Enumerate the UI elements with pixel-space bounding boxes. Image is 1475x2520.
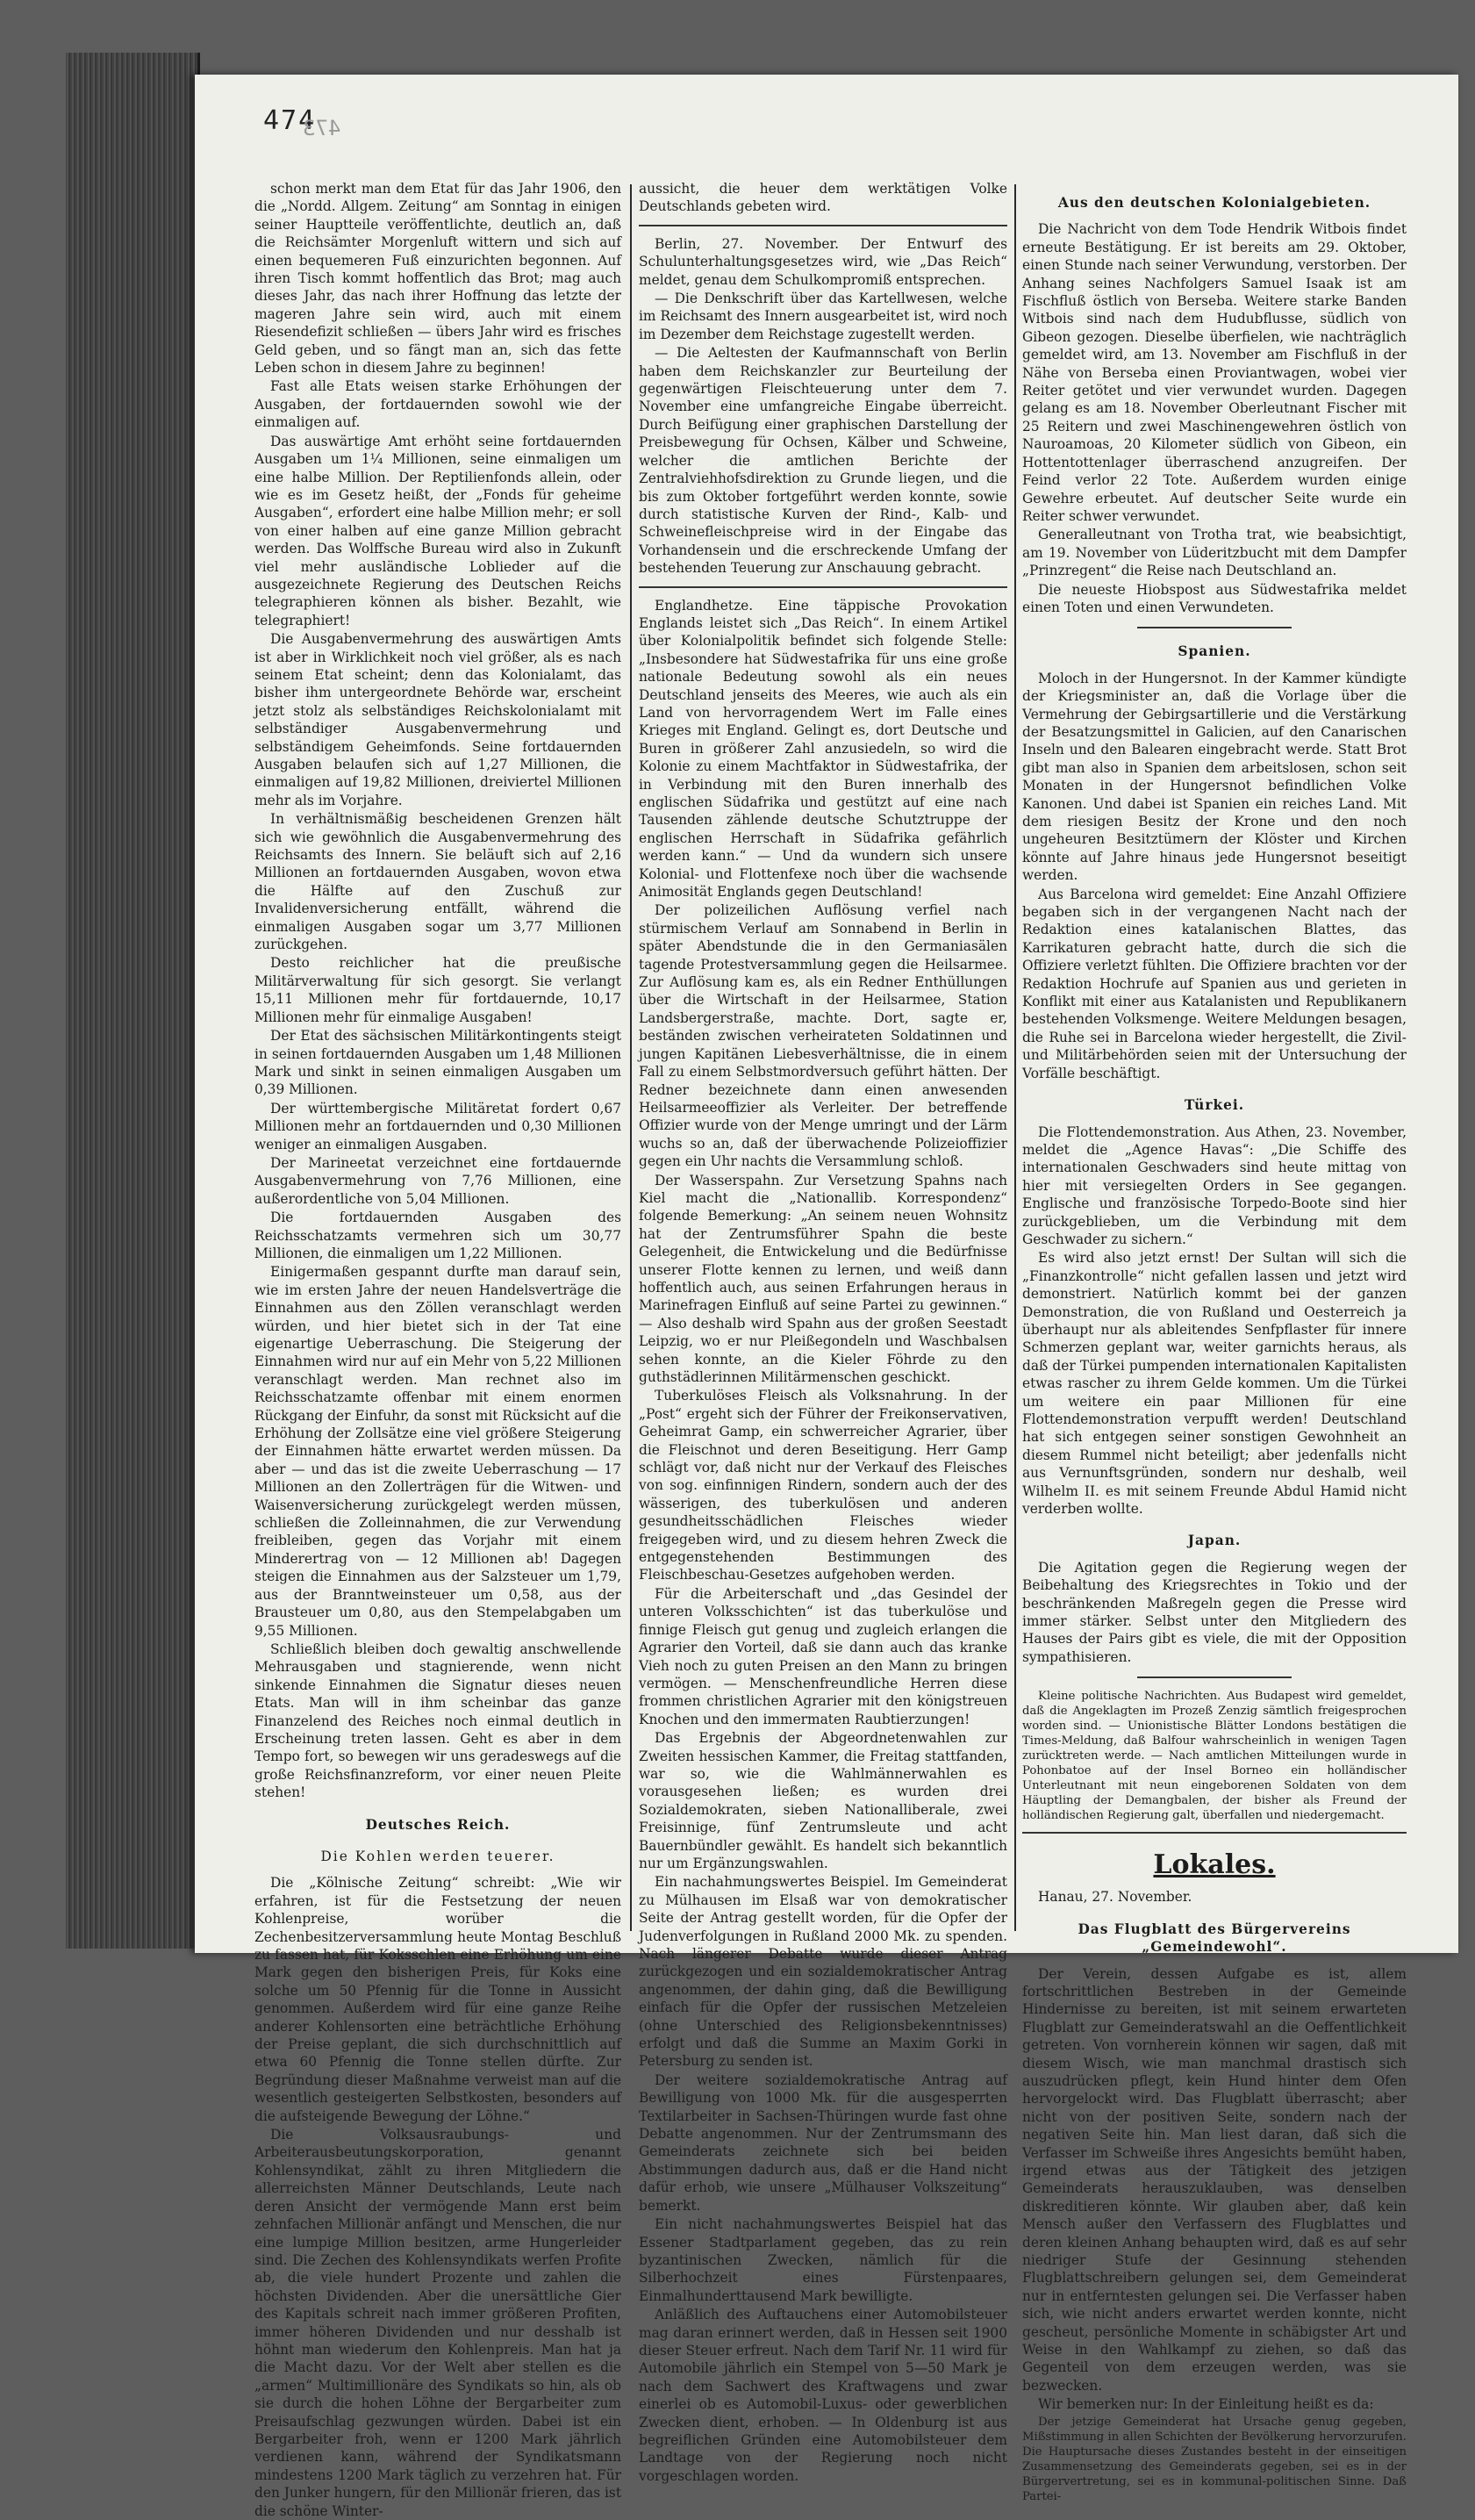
section-heading: Türkei. xyxy=(1184,1097,1245,1114)
paragraph: Kleine politische Nachrichten. Aus Budapest wird gemeldet, daß die Angeklagten im Prozeß Zenzig sämtlich freigesprochen worden sind. — Unionistische Blätter Londons bestätigen die Times-Meldung, daß Balfour wahrscheinlich in wenigen Tagen zurücktreten werde. — Nach amtlichen Mitteilungen wurde in Pohonbatoe auf der Insel Borneo ein holländischer Unterleutnant mit neun eingeborenen Soldaten von dem Häuptling der Demangbalen, der bisher als Freund der holländischen Regierung galt, überfallen und niedergemacht. xyxy=(1022,1690,1407,1823)
paragraph: Der weitere sozialdemokratische Antrag auf Bewilligung von 1000 Mk. für die ausgesperrten Textilarbeiter in Sachsen-Thüringen wurde fast ohne Debatte angenommen. Nur der Zentrumsmann des Gemeinderats zeichnete sich bei beiden Abstimmungen dadurch aus, daß er die Hand nicht dafür erhob, wie unsere „Mülhauser Volkszeitung“ bemerkt. xyxy=(639,2071,1007,2214)
paragraph: Der württembergische Militäretat fordert 0,67 Millionen mehr an fortdauernden und 0,30 Millionen weniger an einmaligen Ausgaben. xyxy=(254,1100,621,1152)
paragraph: Für die Arbeiterschaft und „das Gesindel der unteren Volksschichten“ ist das tuberkulöse und finnige Fleisch gut genug und zugleich erlangen die Agrarier den Vorteil, daß sie dann auch das kranke Vieh noch zu guten Preisen an den Mann zu bringen vermögen. — Menschenfreundliche Herren diese frommen christlichen Agrarier mit den königstreuen Knochen und den immermaten Raubtierzungen! xyxy=(639,1585,1007,1727)
section-separator xyxy=(639,225,1007,226)
paragraph: Die Agitation gegen die Regierung wegen der Beibehaltung des Kriegsrechtes in Tokio und der beschränkenden Maßregeln gegen die Presse wird immer stärker. Selbst unter den Mitgliedern des Hauses der Pairs gibt es viele, die mit der Opposition sympathisieren. xyxy=(1022,1559,1407,1665)
column-left xyxy=(254,180,621,2519)
paragraph: Hanau, 27. November. xyxy=(1038,1889,1192,1906)
paragraph: Einigermaßen gespannt durfte man darauf sein, wie im ersten Jahre der neuen Handelsverträge die Einnahmen aus den Zöllen veranschlagt werden würden, und hier bietet sich in der Tat eine eigenartige Ueberraschung. Die Steigerung der Einnahmen wird nur auf ein Mehr von 5,22 Millionen veranschlagt werden. Man rechnet also im Reichsschatzamte offenbar mit einem enormen Rückgang der Einfuhr, da sonst mit Rücksicht auf die Erhöhung der Zollsätze eine viel größere Steigerung der Einnahmen hätte erwartet werden müssen. Da aber — und das ist die zweite Ueberraschung — 17 Millionen an den Zollerträgen für die Witwen- und Waisenversicherung zurückgelegt werden müssen, schließen die Zolleinnahmen, die zur Verwendung freibleiben, gegen das Vorjahr mit einem Minderertrag von — 12 Millionen ab! Dagegen steigen die Einnahmen aus der Salzsteuer um 1,79, aus der Branntweinsteuer um 0,58, aus der Brausteuer um 0,80, aus den Stempelabgaben um 9,55 Millionen. xyxy=(254,1264,621,1639)
column-rule xyxy=(1014,184,1016,1931)
section-separator xyxy=(639,586,1007,588)
paragraph: Der polizeilichen Auflösung verfiel nach stürmischem Verlauf am Sonnabend in Berlin in später Abendstunde die in den Germaniasälen tagende Protestversammlung gegen die Heilsarmee. Zur Auflösung kam es, als ein Redner Enthüllungen über die Wirtschaft in der Heilsarmee, Station Landsbergerstraße, machte. Dort, sagte er, beständen zwischen verheirateten Soldatinnen und jungen Kapitänen Liebesverhältnisse, die in einem Fall zu einem Selbstmordversuch geführt hätten. Der Redner bezeichnete dann einen anwesenden Heilsarmeeoffizier als Verleiter. Der betreffende Offizier wurde von der Menge umringt und der Lärm wuchs so an, daß der überwachende Polizeioffizier gegen ein Uhr nachts die Versammlung schloß. xyxy=(639,902,1007,1170)
paragraph: Die „Kölnische Zeitung“ schreibt: „Wie wir erfahren, ist für die Festsetzung der neuen Kohlenpreise, worüber die Zechenbesitzerversammlung heute Montag Beschluß zu fassen hat, für Koksschlen eine Erhöhung um eine Mark gegen den bisherigen Preis, für Koks eine solche um 50 Pfennig für die Tonne in Aussicht genommen. Außerdem wird für eine ganze Reihe anderer Kohlensorten eine beträchtliche Erhöhung der Preise geplant, die sich durchschnittlich auf etwa 60 Pfennig die Tonne stellen dürfte. Zur Begründung dieser Maßnahme verweist man auf die wesentlich gesteigerten Selbstkosten, besonders auf die aufsteigende Bewegung der Löhne.“ xyxy=(254,1875,621,2124)
paragraph: Moloch in der Hungersnot. In der Kammer kündigte der Kriegsminister an, daß die Vorlage über die Vermehrung der Gebirgsartillerie und die Verstärkung der Besatzungsmittel in Galicien, auf den Canarischen Inseln und den Balearen eingebracht werde. Statt Brot gibt man also in Spanien dem arbeitslosen, schon seit Monaten in der Hungersnot befindlichen Volke Kanonen. Und dabei ist Spanien ein reiches Land. Mit dem riesigen Besitz der Krone und den noch ungeheuren Besitztümern der Klöster und Kirchen könnte auf Jahre hinaus jede Hungersnot beseitigt werden. xyxy=(1022,670,1407,884)
paragraph: Tuberkulöses Fleisch als Volksnahrung. In der „Post“ ergeht sich der Führer der Freikonservativen, Geheimrat Gamp, ein schwerreicher Agrarier, über die Fleischnot und deren Beseitigung. Herr Gamp schlägt vor, daß nicht nur der Verkauf des Fleisches von sog. einfinnigen Rindern, sondern auch der des wässerigen, des tuberkulösen und anderen gesundheitsschädlichen Fleisches wieder freigegeben wird, und zu diesem hehren Zweck die entgegenstehenden Bestimmungen des Fleischbeschau-Gesetzes aufgehoben werden. xyxy=(639,1388,1007,1583)
paragraph: aussicht, die heuer dem werktätigen Volke Deutschlands gebeten wird. xyxy=(639,181,1007,215)
column-right xyxy=(1022,180,1407,2503)
paragraph: Es wird also jetzt ernst! Der Sultan will sich die „Finanzkontrolle“ nicht gefallen lassen und jetzt wird demonstriert. Natürlich kommt bei der ganzen Demonstration, die von Rußland und Oesterreich ja überhaupt nur als ableitendes Senfpflaster für innere Schmerzen geplant war, weiter garnichts heraus, als daß der Türkei pumpenden internationalen Kapitalisten etwas rascher zu ihrem Gelde kommen. Um die Türkei um weitere ein paar Millionen für eine Flottendemonstration verpufft werden! Deutschland hat sich entgegen seiner sonstigen Gewohnheit an diesem Rummel nicht beteiligt; aber jedenfalls nicht aus Vernunftsgründen, sondern nur deshalb, weil Wilhelm II. es mit seinem Freunde Abdul Hamid nicht verderben wollte. xyxy=(1022,1250,1407,1518)
paragraph: Der Etat des sächsischen Militärkontingents steigt in seinen fortdauernden Ausgaben um 1,48 Millionen Mark und sinkt in seinen einmaligen Ausgaben um 0,39 Millionen. xyxy=(254,1028,621,1098)
paragraph: Berlin, 27. November. Der Entwurf des Schulunterhaltungsgesetzes wird, wie „Das Reich“ meldet, genau dem Schulkompromiß entsprechen. xyxy=(639,235,1007,288)
paragraph: Wir bemerken nur: In der Einleitung heißt es da: xyxy=(1038,2396,1374,2413)
paragraph: Desto reichlicher hat die preußische Militärverwaltung für sich gesorgt. Sie verlangt 15,11 Millionen mehr für fortdauernde, 10,17 Millionen mehr für einmalige Ausgaben! xyxy=(254,955,621,1025)
section-heading: Das Flugblatt des Bürgervereins „Gemeindewohl“. xyxy=(1078,1921,1351,1956)
section-separator xyxy=(1022,1832,1407,1834)
paragraph: Anläßlich des Auftauchens einer Automobilsteuer mag daran erinnert werden, daß in Hessen seit 1900 dieser Steuer erfreut. Nach dem Tarif Nr. 11 wird für Automobile jährlich ein Stempel von 5—50 Mark je nach dem Sachwert des Kraftwagens und zwar einerlei ob es Automobil-Luxus- oder gewerblichen Zwecken dient, erhoben. — In Oldenburg ist aus begreiflichen Gründen eine Automobilsteuer dem Landtage von der Regierung noch nicht vorgeschlagen worden. xyxy=(639,2307,1007,2484)
column-middle xyxy=(639,180,1007,2484)
section-separator xyxy=(1137,1676,1291,1678)
section-heading-large: Lokales. xyxy=(1153,1849,1276,1881)
paragraph: schon merkt man dem Etat für das Jahr 1906, den die „Nordd. Allgem. Zeitung“ am Sonntag in einigen seiner Hauptteile veröffentlichte, deutlich an, daß die Reichsämter Morgenluft wittern und sich auf einen bequemeren Fuß einzurichten begonnen. Auf ihren Tisch kommt hoffentlich das Brot; mag auch dieses Jahr, das nach ihrer Hoffnung das letzte der mageren Jahre sein wird, auch mit einem Riesendefizit schließen — übers Jahr wird es frisches Geld geben, und so fängt man an, sich das fette Leben schon in diesem Jahre zu beginnen! xyxy=(254,181,621,377)
paragraph: Der Wasserspahn. Zur Versetzung Spahns nach Kiel macht die „Nationallib. Korrespondenz“ folgende Bemerkung: „An seinem neuen Wohnsitz hat der Zentrumsführer Spahn die beste Gelegenheit, die Entwickelung und die Bedürfnisse unserer Flotte kennen zu lernen, und weiß dann hoffentlich auch, aus seinen Erfahrungen heraus in Marinefragen Einfluß auf seine Partei zu gewinnen.“ — Also deshalb wird Spahn aus der großen Seestadt Leipzig, wo er nur Pleißegondeln und Waschbalsen sehen konnte, an die Kieler Föhrde zu den guthstädlerinnen Militärmenschen geschickt. xyxy=(639,1172,1007,1385)
paragraph: Die Volksausraubungs- und Arbeiterausbeutungskorporation, genannt Kohlensyndikat, zählt zu ihren Mitgliedern die allerreichsten Männer Deutschlands, Leute nach deren Ansicht der vermögende Mann erst beim zehnfachen Millionär anfängt und Menschen, die nur eine lumpige Million besitzen, arme Hungerleider sind. Die Zechen des Kohlensyndikats werfen Profite ab, die viele hundert Prozente und zahlen die höchsten Dividenden. Aber die unersättliche Gier des Kapitals schreit nach immer größeren Profiten, immer höheren Dividenden und nur desshalb ist höhnt man wiederum den Kohlenpreis. Man hat ja die Macht dazu. Vor der Welt aber stellen es die „armen“ Multimillionäre des Syndikats so hin, als ob sie durch die hohen Löhne der Bergarbeiter zum Preisaufschlag gezwungen würden. Dabei ist ein Bergarbeiter froh, wenn er 1200 Mark jährlich verdienen kann, während der Syndikatsmann mindestens 1200 Mark täglich zu verzehren hat. Für den Junker hungern, für den Millionär frieren, das ist die schöne Winter- xyxy=(254,2127,621,2519)
article-heading: Die Kohlen werden teuerer. xyxy=(320,1848,555,1864)
section-heading: Spanien. xyxy=(1178,643,1251,660)
paragraph: Die neueste Hiobspost aus Südwestafrika meldet einen Toten und einen Verwundeten. xyxy=(1022,581,1407,615)
paragraph: Die Ausgabenvermehrung des auswärtigen Amts ist aber in Wirklichkeit noch viel größer, als es nach seinem Etat scheint; denn das Kolonialamt, das bisher ihm untergeordnete Behörde war, erscheint jetzt stolz als selbständiges Reichskolonialamt mit selbständiger Ausgabenvermehrung und selbständigem Geheimfonds. Seine fortdauernden Ausgaben belaufen sich auf 1,27 Millionen, die einmaligen auf 19,82 Millionen, dreiviertel Millionen mehr als im Vorjahre. xyxy=(254,631,621,808)
paragraph: Generalleutnant von Trotha trat, wie beabsichtigt, am 19. November von Lüderitzbucht mit dem Dampfer „Prinzregent“ die Reise nach Deutschland an. xyxy=(1022,527,1407,579)
paragraph: Ein nachahmungswertes Beispiel. Im Gemeinderat zu Mülhausen im Elsaß war von demokratischer Seite der Antrag gestellt worden, für die Opfer der Judenverfolgungen in Rußland 2000 Mk. zu spenden. Nach längerer Debatte wurde dieser Antrag zurückgezogen und ein sozialdemokratischer Antrag angenommen, der dahin ging, daß die Bewilligung einfach für die Opfer der russischen Metzeleien (ohne Unterschied des Religionsbekenntnisses) erfolgt und daß die Summe an Maxim Gorki in Petersburg zu senden ist. xyxy=(639,1874,1007,2070)
paragraph: Fast alle Etats weisen starke Erhöhungen der Ausgaben, der fortdauernden sowohl wie der einmaligen auf. xyxy=(254,378,621,431)
section-heading: Aus den deutschen Kolonialgebieten. xyxy=(1057,195,1371,211)
paragraph: Der jetzige Gemeinderat hat Ursache genug gegeben, Mißstimmung in allen Schichten der Bevölkerung hervorzurufen. Die Hauptursache dieses Zustandes besteht in der einseitigen Zusammensetzung des Gemeinderats gegeben, sei es in der Bürgervertretung, sei es in kommunal-politischen Sinne. Daß Partei- xyxy=(1022,2415,1407,2503)
section-heading: Japan. xyxy=(1187,1533,1242,1549)
paragraph: Aus Barcelona wird gemeldet: Eine Anzahl Offiziere begaben sich in der vergangenen Nacht nach der Redaktion eines katalanischen Blattes, das Karrikaturen gebracht hatte, durch die sich die Offiziere verletzt fühlten. Die Offiziere brachten vor der Redaktion Hochrufe auf Spanien aus und gerieten in Konflikt mit einer aus Katalanisten und Republikanern bestehenden Volksmenge. Weitere Meldungen besagen, die Ruhe sei in Barcelona wieder hergestellt, die Zivil- und Militärbehörden seien mit der Untersuchung der Vorfälle beschäftigt. xyxy=(1022,886,1407,1081)
section-separator xyxy=(1137,627,1291,628)
paragraph: Schließlich bleiben doch gewaltig anschwellende Mehrausgaben und stagnierende, wenn nicht sinkende Einnahmen die Signatur dieses neuen Etats. Man will in ihm scheinbar das ganze Finanzelend des Reiches noch einmal deutlich in Erscheinung treten lassen. Geht es aber in dem Tempo fort, so bewegen wir uns geradeswegs auf die große Reichsfinanzreform, vor einer neuen Pleite stehen! xyxy=(254,1641,621,1801)
paragraph: Die Nachricht von dem Tode Hendrik Witbois findet erneute Bestätigung. Er ist bereits am 29. Oktober, einen Stunde nach seiner Verwundung, verstorben. Der Anhang seines Nachfolgers Samuel Isaak ist am Fischfluß östlich von Berseba. Weitere starke Banden Witbois sind nach dem Hudubflusse, südlich von Gibeon gezogen. Dieselbe überfielen, wie nachträglich gemeldet wird, am 13. November am Fischfluß in der Nähe von Berseba einen Proviantwagen, wobei vier Reiter getötet und vier verwundet wurden. Dagegen gelang es am 18. November Oberleutnant Fischer mit 25 Reitern und zwei Maschinengewehren östlich von Nauroamoas, 20 Kilometer südlich von Gibeon, ein Hottentottenlager überraschend anzugreifen. Der Feind verlor 22 Tote. Außerdem wurden einige Gewehre erbeutet. Auf deutscher Seite wurde ein Reiter schwer verwundet. xyxy=(1022,221,1407,524)
book-spine xyxy=(66,53,200,1949)
paragraph: — Die Denkschrift über das Kartellwesen, welche im Reichsamt des Innern ausgearbeitet ist, wird noch im Dezember dem Reichstage zugestellt werden. xyxy=(639,291,1007,342)
paragraph: Die fortdauernden Ausgaben des Reichsschatzamts vermehren sich um 30,77 Millionen, die einmaligen um 1,22 Millionen. xyxy=(254,1210,621,1261)
paragraph: Ein nicht nachahmungswertes Beispiel hat das Essener Stadtparlament gegeben, das zu rein byzantinischen Zwecken, nämlich für die Silberhochzeit eines Fürstenpaares, Einmalhunderttausend Mark bewilligte. xyxy=(639,2216,1007,2304)
section-heading: Deutsches Reich. xyxy=(365,1816,511,1833)
paragraph: — Die Aeltesten der Kaufmannschaft von Berlin haben dem Reichskanzler zur Beurteilung der gegenwärtigen Fleischteuerung unter dem 7. November eine umfangreiche Eingabe überreicht. Durch Beifügung einer graphischen Darstellung der Preisbewegung für Ochsen, Kälber und Schweine, welcher die amtlichen Berichte der Zentralviehhofsdirektion zu Grunde liegen, und die bis zum Oktober fortgeführt werden konnte, sowie durch statistische Kurven der Rind-, Kalb- und Schweinefleischpreise wird in der Eingabe das Vorhandensein und die erschreckende Umfang der bestehenden Teuerung zur Anschauung gebracht. xyxy=(639,345,1007,577)
paragraph: Der Marineetat verzeichnet eine fortdauernde Ausgabenvermehrung von 7,76 Millionen, eine außerordentliche von 5,04 Millionen. xyxy=(254,1154,621,1207)
paragraph: Das Ergebnis der Abgeordnetenwahlen zur Zweiten hessischen Kammer, die Freitag stattfanden, war so, wie die Wahlmännerwahlen es vorausgesehen ließen; es wurden drei Sozialdemokraten, sieben Nationalliberale, zwei Freisinnige, fünf Zentrumsleute und acht Bauernbündler gewählt. Es handelt sich bekanntlich nur um Ergänzungswahlen. xyxy=(639,1730,1007,1871)
paragraph: Das auswärtige Amt erhöht seine fortdauernden Ausgaben um 1¼ Millionen, seine einmaligen um eine halbe Million. Der Reptilienfonds allein, oder wie es im Gesetz heißt, der „Fonds für geheime Ausgaben“, erfordert eine halbe Million mehr; er soll von einer halben auf eine ganze Million gebracht werden. Das Wolffsche Bureau wird also in Zukunft viel mehr ausländische Loblieder auf die ausgezeichnete Regierung des Deutschen Reichs telegraphieren können als bisher. Bezahlt, wie telegraphiert! xyxy=(254,433,621,628)
column-rule xyxy=(630,184,632,1931)
paragraph: Der Verein, dessen Aufgabe es ist, allem fortschrittlichen Bestreben in der Gemeinde Hindernisse zu bereiten, ist mit seinem erwarteten Flugblatt zur Gemeinderatswahl an die Oeffentlichkeit getreten. Von vornherein können wir sagen, daß mit diesem Wisch, wie man manchmal drastisch sich auszudrücken pflegt, kein Hund hinter dem Ofen hervorgelockt wird. Das Flugblatt überrascht; aber nicht von der positiven Seite, sondern nach der negativen Seite hin. Man liest daran, daß sich die Verfasser im Schweiße ihres Angesichts bemüht haben, irgend etwas aus der Tätigkeit des jetzigen Gemeinderats herauszuklauben, was denselben diskreditieren könnte. Wir glauben aber, daß kein Mensch außer den Verfassern des Flugblattes und deren kleinen Anhang behaupten wird, daß es auf sehr niedriger Stufe der Gesinnung stehenden Flugblattschreibern gelungen sei, dem Gemeinderat nur in entferntesten gelungen sei. Die Verfasser haben sich, wie nicht anders erwartet werden konnte, nicht gescheut, persönliche Momente in schäbigster Art und Weise in den Wahlkampf zu ziehen, so daß das Gegenteil von dem erzeugen werden, was sie bezwecken. xyxy=(1022,1965,1407,2394)
paragraph: In verhältnismäßig bescheidenen Grenzen hält sich wie gewöhnlich die Ausgabenvermehrung des Reichsamts des Innern. Sie beläuft sich auf 2,16 Millionen an fortdauernden Ausgaben, wovon etwa die Hälfte auf den Zuschuß zur Invalidenversicherung entfällt, während die einmaligen Ausgaben sogar um 3,77 Millionen zurückgehen. xyxy=(254,811,621,953)
page-number-bleedthrough: 473 xyxy=(303,116,341,140)
page-number: 474 xyxy=(263,105,317,136)
paragraph: Die Flottendemonstration. Aus Athen, 23. November, meldet die „Agence Havas“: „Die Schiffe des internationalen Geschwaders sind heute mittag von hier mit versiegelten Orders in See gegangen. Englische und französische Torpedo-Boote sind hier zurückgeblieben, um die Verbindung mit dem Geschwader zu sichern.“ xyxy=(1022,1124,1407,1247)
paragraph: Englandhetze. Eine täppische Provokation Englands leistet sich „Das Reich“. In einem Artikel über Kolonialpolitik befindet sich folgende Stelle: „Insbesondere hat Südwestafrika für uns eine große nationale Bedeutung sowohl als ein neues Deutschland jenseits des Meeres, wie auch als ein Land von hervorragendem Wert im Falle eines Krieges mit England. Gelingt es, dort Deutsche und Buren in größerer Zahl anzusiedeln, so wird die Kolonie zu einem Machtfaktor in Südwestafrika, der in Verbindung mit den Buren innerhalb des englischen Südafrika und gestützt auf eine nach Tausenden zählende deutsche Schutztruppe der englischen Herrschaft in Südafrika gefährlich werden kann.“ — Und da wundern sich unsere Kolonial- und Flottenfexe noch über die wachsende Animosität Englands gegen Deutschland! xyxy=(639,597,1007,901)
